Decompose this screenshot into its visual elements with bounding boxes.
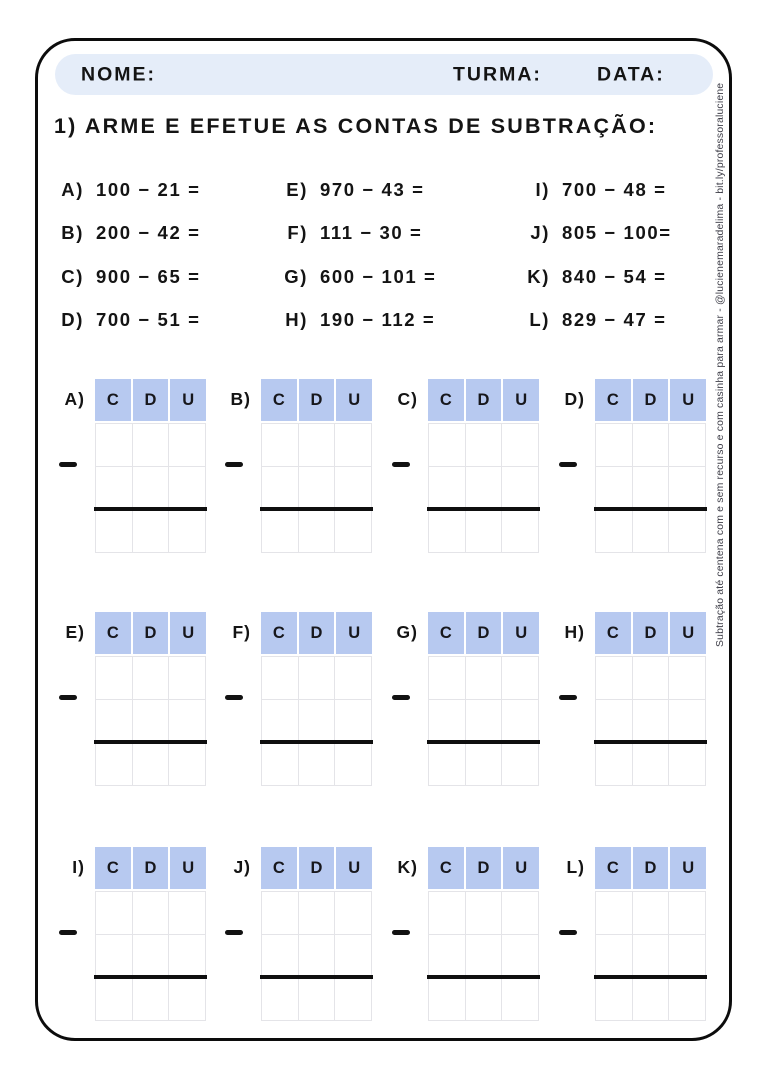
grid-cell <box>466 978 503 1021</box>
grid-cell <box>169 424 206 467</box>
grid-cells <box>261 656 372 786</box>
problem-expression: 111 − 30 = <box>320 222 423 244</box>
grid-letter: B) <box>230 389 251 409</box>
grid-cell <box>335 510 372 553</box>
grid-letter: K) <box>397 857 418 877</box>
grid-cell <box>596 657 633 700</box>
grid-cell <box>299 935 336 978</box>
minus-icon <box>392 462 410 467</box>
grid-cell <box>299 892 336 935</box>
hundreds-header: C <box>261 847 297 889</box>
problem-letter: G) <box>284 265 308 287</box>
grid-cell <box>133 657 170 700</box>
grid-cell <box>633 892 670 935</box>
grid-cell <box>466 424 503 467</box>
hundreds-header: C <box>595 612 631 654</box>
grid-cell <box>299 467 336 510</box>
place-value-header <box>261 379 372 421</box>
units-header: U <box>670 847 706 889</box>
answer-line <box>260 507 373 511</box>
grid-cell <box>262 467 299 510</box>
tens-header: D <box>299 612 335 654</box>
grid-cell <box>429 467 466 510</box>
place-value-grid-a <box>64 379 206 553</box>
grid-cell <box>262 657 299 700</box>
date-field-label: DATA: <box>597 63 665 85</box>
problem-letter: L) <box>529 309 550 331</box>
grid-cells <box>95 423 206 553</box>
grid-letter: D) <box>564 389 585 409</box>
units-header: U <box>170 612 206 654</box>
tens-header: D <box>633 847 669 889</box>
grid-cell <box>466 657 503 700</box>
grid-cell <box>96 657 133 700</box>
grid-cell <box>633 743 670 786</box>
grid-cell <box>502 657 539 700</box>
answer-line <box>94 740 207 744</box>
grid-cell <box>96 935 133 978</box>
grid-cells <box>261 423 372 553</box>
grid-letter: F) <box>232 622 251 642</box>
minus-icon <box>59 695 77 700</box>
problem-letter: J) <box>530 222 550 244</box>
grid-cell <box>502 978 539 1021</box>
hundreds-header: C <box>428 379 464 421</box>
grid-cell <box>299 978 336 1021</box>
units-header: U <box>503 612 539 654</box>
grid-cells <box>595 423 706 553</box>
units-header: U <box>336 847 372 889</box>
grid-cell <box>502 743 539 786</box>
grid-cell <box>466 743 503 786</box>
place-value-header <box>261 612 372 654</box>
problem-expression: 829 − 47 = <box>562 309 667 331</box>
grid-cell <box>429 935 466 978</box>
problem-expression: 970 − 43 = <box>320 178 425 200</box>
grid-cell <box>669 700 706 743</box>
hundreds-header: C <box>428 847 464 889</box>
exercise-title: 1) ARME E EFETUE AS CONTAS DE SUBTRAÇÃO: <box>54 114 658 138</box>
grid-letter: L) <box>566 857 585 877</box>
class-field-label: TURMA: <box>453 63 542 85</box>
tens-header: D <box>633 379 669 421</box>
problem-item-d <box>42 299 200 343</box>
header-bar <box>55 54 713 95</box>
grid-cell <box>96 743 133 786</box>
answer-line <box>94 507 207 511</box>
place-value-header <box>595 379 706 421</box>
place-value-grid-f <box>232 612 372 786</box>
tens-header: D <box>466 379 502 421</box>
minus-icon <box>559 462 577 467</box>
worksheet-sheet <box>35 38 732 1041</box>
problem-column-2 <box>252 168 436 342</box>
grid-cell <box>96 978 133 1021</box>
hundreds-header: C <box>261 612 297 654</box>
grid-cell <box>169 935 206 978</box>
grid-cell <box>169 700 206 743</box>
grid-cell <box>466 510 503 553</box>
grid-cells <box>428 891 539 1021</box>
place-value-grid-j <box>233 847 372 1021</box>
grid-cell <box>335 743 372 786</box>
grid-cell <box>335 700 372 743</box>
grid-cell <box>669 935 706 978</box>
units-header: U <box>503 847 539 889</box>
grid-cell <box>169 510 206 553</box>
grid-cells <box>95 656 206 786</box>
problem-expression: 840 − 54 = <box>562 265 667 287</box>
grid-cell <box>133 892 170 935</box>
minus-icon <box>392 930 410 935</box>
grid-cell <box>133 424 170 467</box>
place-value-header <box>428 379 539 421</box>
problem-expression: 600 − 101 = <box>320 265 437 287</box>
tens-header: D <box>466 847 502 889</box>
grid-cell <box>335 892 372 935</box>
hundreds-header: C <box>595 379 631 421</box>
problem-letter: D) <box>61 309 84 331</box>
problem-item-g <box>252 255 436 299</box>
grid-cell <box>596 978 633 1021</box>
grid-cell <box>502 467 539 510</box>
grid-letter: J) <box>233 857 251 877</box>
grid-cell <box>169 743 206 786</box>
grid-cell <box>596 510 633 553</box>
grid-cell <box>299 743 336 786</box>
grid-cell <box>633 935 670 978</box>
place-value-grid-g <box>396 612 539 786</box>
grid-cell <box>596 700 633 743</box>
problem-letter: E) <box>286 178 308 200</box>
grid-letter: A) <box>64 389 85 409</box>
grid-cell <box>262 935 299 978</box>
grid-cell <box>633 424 670 467</box>
place-value-grid-b <box>230 379 372 553</box>
problem-expression: 700 − 51 = <box>96 309 201 331</box>
place-value-grid-k <box>397 847 539 1021</box>
grid-cell <box>133 743 170 786</box>
grid-cell <box>133 978 170 1021</box>
problem-letter: F) <box>287 222 308 244</box>
grid-cell <box>669 743 706 786</box>
problem-letter: B) <box>61 222 84 244</box>
place-value-header <box>595 847 706 889</box>
grid-cell <box>633 700 670 743</box>
answer-line <box>427 740 540 744</box>
problem-letter: H) <box>285 309 308 331</box>
grid-cells <box>595 656 706 786</box>
grid-cell <box>466 700 503 743</box>
grid-cell <box>466 935 503 978</box>
problem-expression: 900 − 65 = <box>96 265 201 287</box>
place-value-grid-i <box>72 847 206 1021</box>
minus-icon <box>392 695 410 700</box>
problem-expression: 200 − 42 = <box>96 222 201 244</box>
problem-item-k <box>494 255 672 299</box>
answer-line <box>427 507 540 511</box>
answer-line <box>594 507 707 511</box>
grid-cell <box>262 743 299 786</box>
place-value-grid-e <box>65 612 206 786</box>
units-header: U <box>670 612 706 654</box>
grid-cell <box>299 424 336 467</box>
place-value-header <box>95 612 206 654</box>
problem-item-a <box>42 168 200 212</box>
grid-cell <box>633 510 670 553</box>
grid-cell <box>335 657 372 700</box>
grid-cell <box>96 467 133 510</box>
grid-cell <box>96 510 133 553</box>
minus-icon <box>225 695 243 700</box>
grid-cell <box>596 467 633 510</box>
units-header: U <box>170 847 206 889</box>
grid-cell <box>669 892 706 935</box>
grid-cell <box>96 700 133 743</box>
place-value-grid-l <box>566 847 706 1021</box>
grid-cell <box>169 657 206 700</box>
grid-cell <box>466 892 503 935</box>
tens-header: D <box>133 847 169 889</box>
tens-header: D <box>133 612 169 654</box>
grid-cell <box>669 424 706 467</box>
grid-cell <box>262 510 299 553</box>
place-value-header <box>595 612 706 654</box>
problem-expression: 190 − 112 = <box>320 309 436 331</box>
grid-letter: G) <box>396 622 418 642</box>
grid-cell <box>669 978 706 1021</box>
name-field-label: NOME: <box>81 63 156 85</box>
problem-list <box>38 168 729 344</box>
grid-cell <box>133 510 170 553</box>
units-header: U <box>336 612 372 654</box>
place-value-header <box>428 847 539 889</box>
problem-item-h <box>252 299 436 343</box>
grid-cell <box>596 424 633 467</box>
place-value-header <box>95 379 206 421</box>
grid-cell <box>335 978 372 1021</box>
hundreds-header: C <box>95 612 131 654</box>
grid-cell <box>429 700 466 743</box>
grid-cell <box>262 892 299 935</box>
grid-cell <box>262 700 299 743</box>
units-header: U <box>170 379 206 421</box>
answer-line <box>260 740 373 744</box>
grid-cell <box>299 657 336 700</box>
grid-cell <box>133 935 170 978</box>
hundreds-header: C <box>95 847 131 889</box>
grid-cell <box>262 978 299 1021</box>
grid-cell <box>335 424 372 467</box>
minus-icon <box>225 462 243 467</box>
answer-line <box>260 975 373 979</box>
place-value-header <box>95 847 206 889</box>
grid-cell <box>596 935 633 978</box>
problem-item-i <box>494 168 672 212</box>
grid-cells <box>428 423 539 553</box>
place-value-grid-d <box>564 379 706 553</box>
problem-item-c <box>42 255 200 299</box>
place-value-header <box>428 612 539 654</box>
problem-letter: A) <box>61 178 84 200</box>
grid-cell <box>299 510 336 553</box>
problem-item-j <box>494 212 672 256</box>
grid-cell <box>502 892 539 935</box>
grid-cell <box>169 978 206 1021</box>
grid-cell <box>96 892 133 935</box>
grid-cell <box>502 935 539 978</box>
grid-letter: H) <box>564 622 585 642</box>
grid-cell <box>299 700 336 743</box>
tens-header: D <box>466 612 502 654</box>
problem-expression: 805 − 100= <box>562 222 672 244</box>
grid-cell <box>429 892 466 935</box>
grid-cell <box>133 700 170 743</box>
grid-cell <box>335 935 372 978</box>
grid-cells <box>261 891 372 1021</box>
grid-letter: E) <box>65 622 85 642</box>
minus-icon <box>559 930 577 935</box>
grid-letter: C) <box>397 389 418 409</box>
grid-cell <box>669 510 706 553</box>
grid-cell <box>133 467 170 510</box>
grid-cell <box>429 424 466 467</box>
grid-cell <box>96 424 133 467</box>
grid-cell <box>669 657 706 700</box>
grid-cell <box>429 743 466 786</box>
problem-expression: 700 − 48 = <box>562 178 667 200</box>
problem-item-e <box>252 168 436 212</box>
answer-line <box>594 975 707 979</box>
answer-line <box>94 975 207 979</box>
problem-letter: I) <box>535 178 550 200</box>
grid-cell <box>169 892 206 935</box>
grid-cell <box>262 424 299 467</box>
grid-letter: I) <box>72 857 85 877</box>
place-value-grid-h <box>564 612 706 786</box>
grid-cell <box>633 657 670 700</box>
minus-icon <box>59 462 77 467</box>
units-header: U <box>670 379 706 421</box>
problem-column-1 <box>42 168 200 342</box>
minus-icon <box>59 930 77 935</box>
hundreds-header: C <box>595 847 631 889</box>
tens-header: D <box>133 379 169 421</box>
problem-item-f <box>252 212 436 256</box>
grid-cell <box>633 978 670 1021</box>
grid-cell <box>633 467 670 510</box>
tens-header: D <box>299 847 335 889</box>
grid-cell <box>502 700 539 743</box>
grid-cell <box>335 467 372 510</box>
grid-cell <box>429 510 466 553</box>
answer-line <box>427 975 540 979</box>
problem-item-b <box>42 212 200 256</box>
grid-cells <box>428 656 539 786</box>
place-value-grid-c <box>397 379 539 553</box>
grid-cell <box>429 657 466 700</box>
grid-cell <box>429 978 466 1021</box>
grid-cell <box>502 424 539 467</box>
problem-expression: 100 − 21 = <box>96 178 201 200</box>
grid-cells <box>595 891 706 1021</box>
place-value-header <box>261 847 372 889</box>
units-header: U <box>336 379 372 421</box>
grid-cell <box>466 467 503 510</box>
problem-column-3 <box>494 168 672 342</box>
grid-cell <box>502 510 539 553</box>
grid-cell <box>596 892 633 935</box>
tens-header: D <box>633 612 669 654</box>
problem-letter: K) <box>527 265 550 287</box>
hundreds-header: C <box>428 612 464 654</box>
minus-icon <box>225 930 243 935</box>
hundreds-header: C <box>95 379 131 421</box>
grid-cell <box>669 467 706 510</box>
credit-text: Subtração até centena com e sem recurso e com casinha para armar - @lucienemaradelima - bit.ly/professoraluciene <box>715 82 726 647</box>
problem-item-l <box>494 299 672 343</box>
problem-letter: C) <box>61 265 84 287</box>
units-header: U <box>503 379 539 421</box>
grid-cell <box>169 467 206 510</box>
answer-line <box>594 740 707 744</box>
minus-icon <box>559 695 577 700</box>
grid-cell <box>596 743 633 786</box>
hundreds-header: C <box>261 379 297 421</box>
tens-header: D <box>299 379 335 421</box>
grid-cells <box>95 891 206 1021</box>
